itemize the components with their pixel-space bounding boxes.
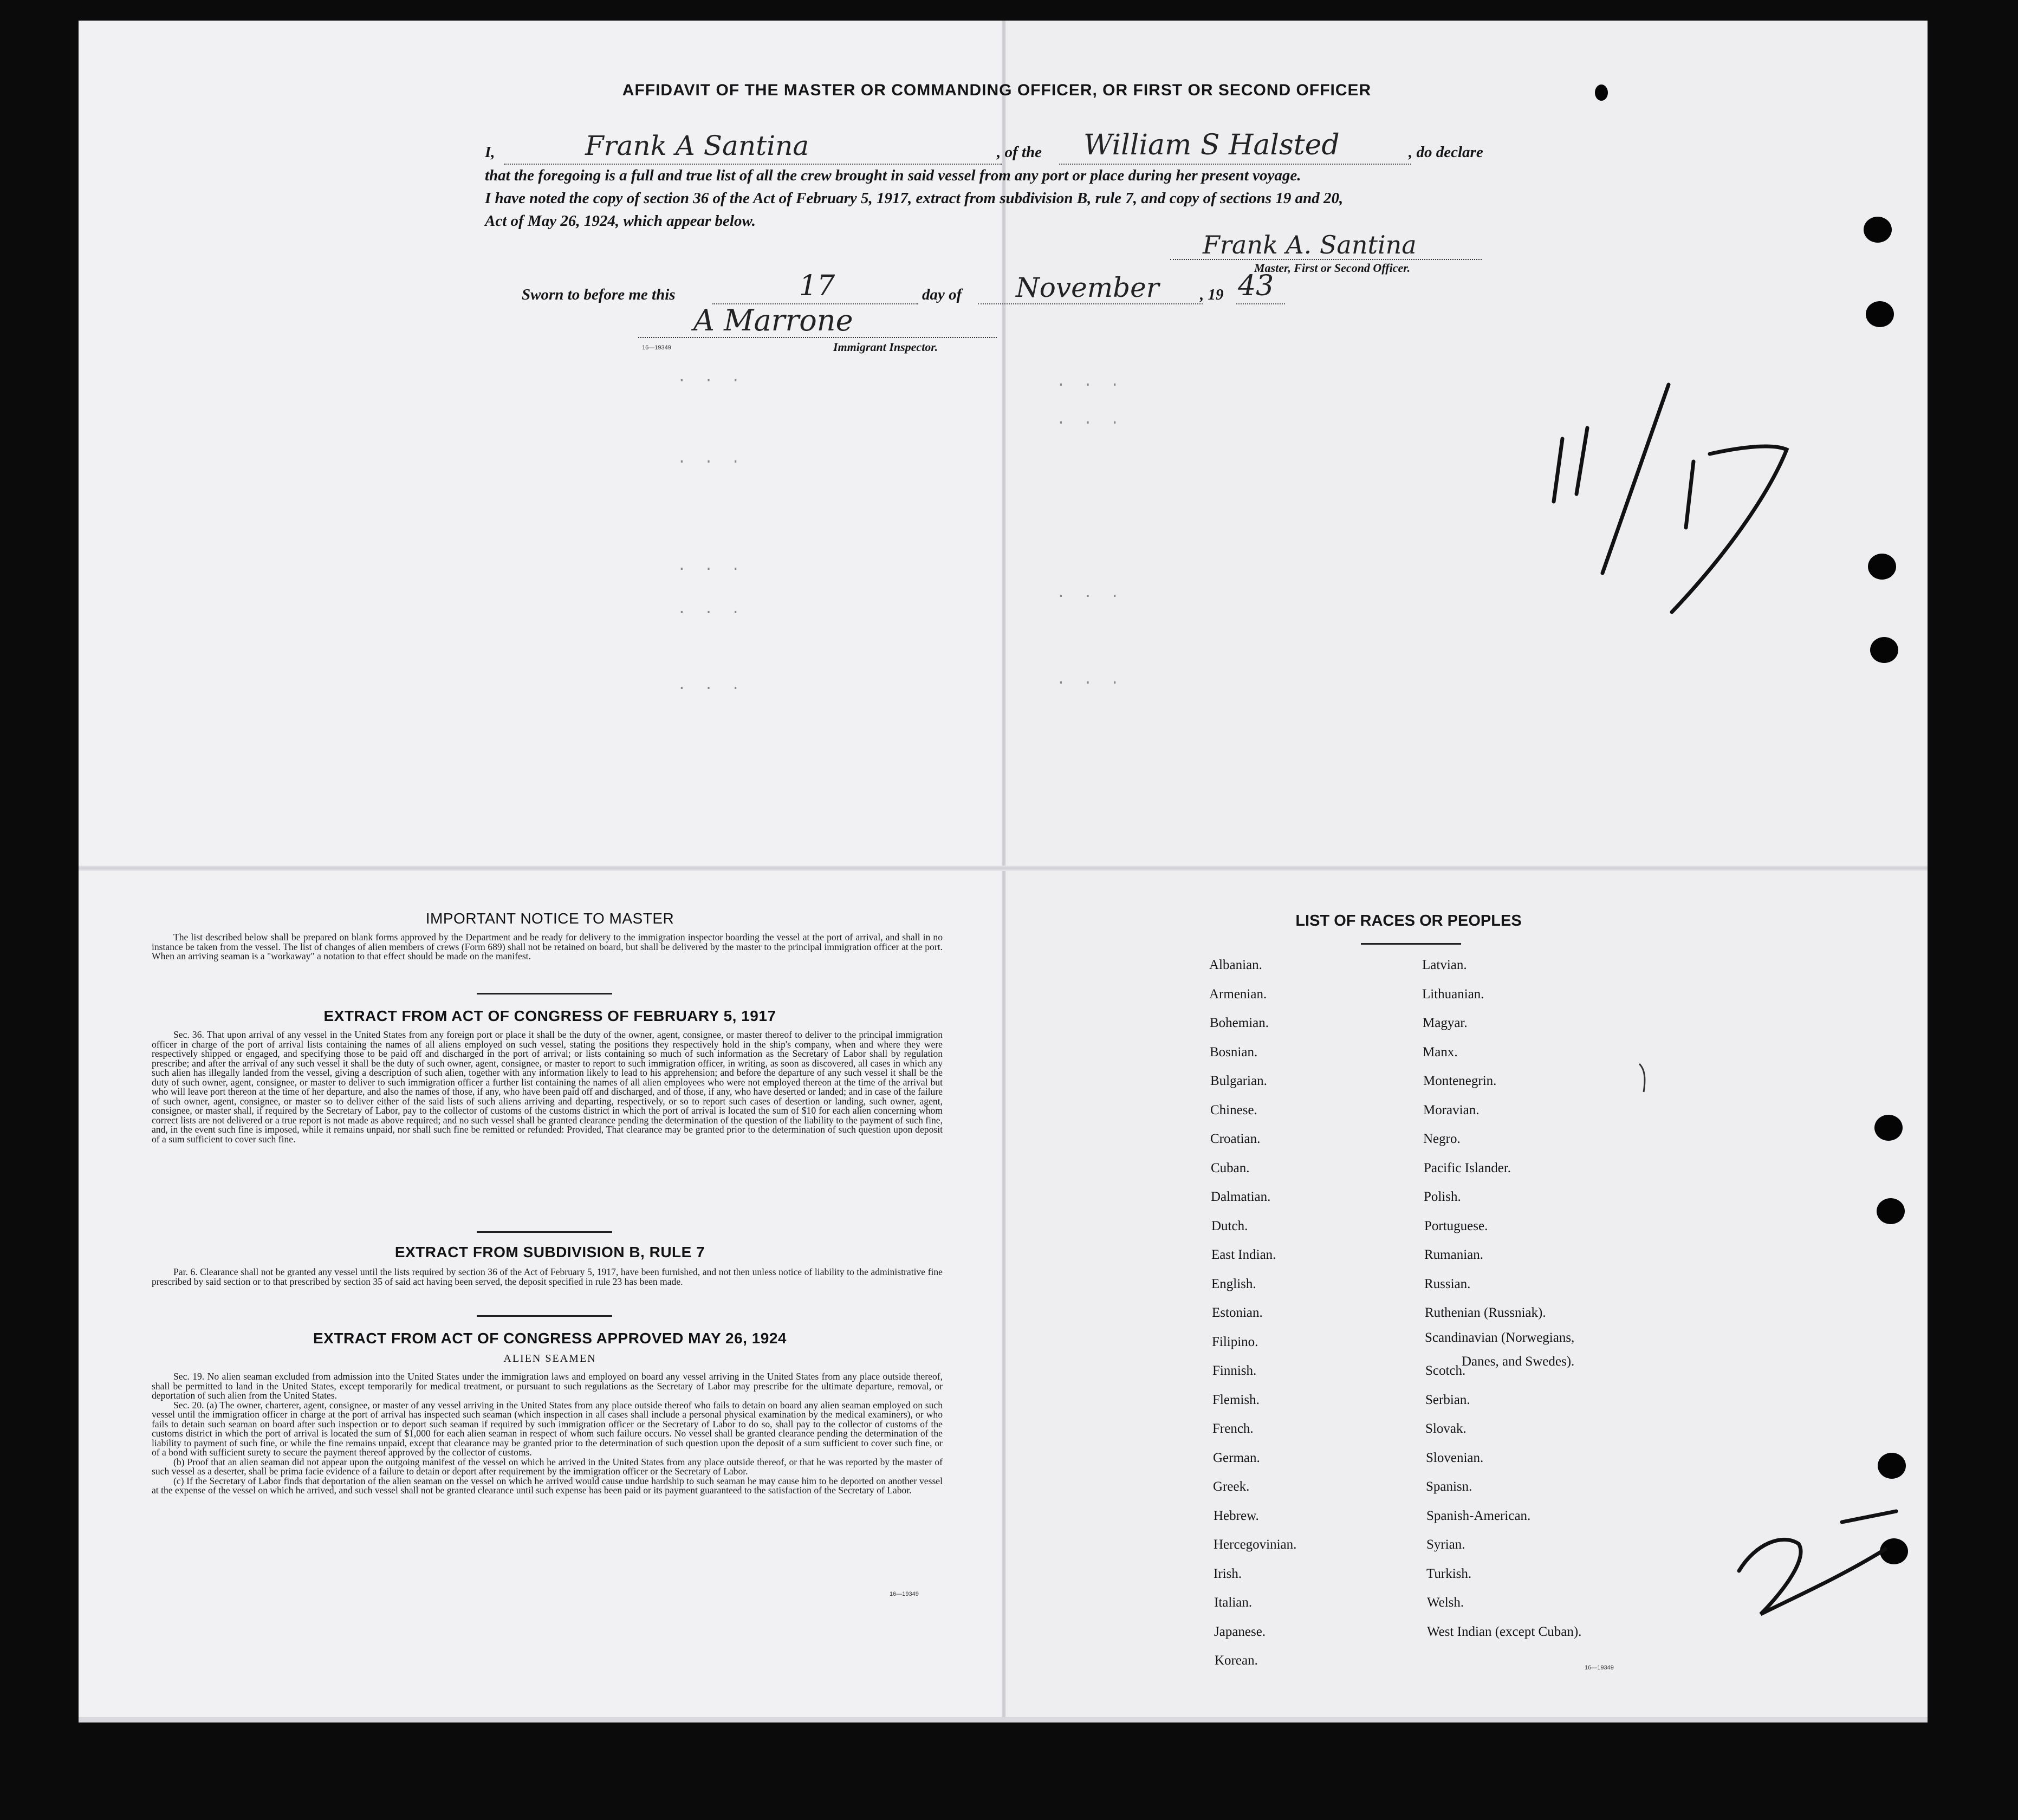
sec20b-text: (b) Proof that an alien seaman did not appear upon the outgoing manifest of the vessel on which he arrived in the United States from any place outside thereof, or that he was reported by the master of such vessel as a deserter, shall be prima facie evidence of a failure to detain or deport after requirement by the immigration officer or the Secretary of Labor. <box>152 1456 943 1477</box>
notice-body <box>152 933 943 961</box>
punch-hole <box>1874 1115 1903 1141</box>
inspector-signature: A Marrone <box>693 303 853 337</box>
race-item: Ruthenian (Russniak). <box>1425 1305 1546 1320</box>
affidavit-do-declare: , do declare <box>1409 144 1483 161</box>
sworn-year: 43 <box>1238 270 1274 302</box>
punch-mark <box>1595 84 1608 101</box>
affidavit-of-the-label: , of the <box>997 144 1042 161</box>
race-item: Dalmatian. <box>1211 1190 1271 1204</box>
race-item: Cuban. <box>1211 1161 1250 1175</box>
race-item: Magyar. <box>1423 1016 1468 1030</box>
race-item: Slovak. <box>1425 1421 1467 1436</box>
races-title: LIST OF RACES OR PEOPLES <box>1295 912 1522 929</box>
affidavit-i-label: I, <box>485 144 495 161</box>
race-item: Italian. <box>1214 1595 1253 1610</box>
inspector-caption: Immigrant Inspector. <box>833 340 938 354</box>
punch-hole <box>1878 1453 1906 1479</box>
race-item: Bosnian. <box>1210 1045 1258 1060</box>
race-item: Finnish. <box>1212 1363 1257 1378</box>
declarant-blank <box>504 162 1002 165</box>
master-signature-line <box>1170 259 1482 260</box>
punch-hole <box>1877 1198 1905 1224</box>
race-item: Greek. <box>1213 1479 1250 1494</box>
race-item: Latvian. <box>1422 958 1467 972</box>
race-item: English. <box>1211 1277 1256 1291</box>
bleed-dots: . . . <box>1056 412 1124 428</box>
rule7-title: EXTRACT FROM SUBDIVISION B, RULE 7 <box>394 1244 705 1260</box>
race-item: Spanisn. <box>1426 1479 1472 1494</box>
race-item: Spanish-American. <box>1426 1509 1531 1523</box>
race-item: Japanese. <box>1214 1624 1266 1639</box>
race-item: Montenegrin. <box>1423 1074 1497 1088</box>
form-number-notice: 16—19349 <box>890 1591 919 1597</box>
race-item: Korean. <box>1215 1653 1258 1668</box>
race-item: Bohemian. <box>1210 1016 1269 1030</box>
bleed-dots: . . . <box>677 451 745 467</box>
race-item: French. <box>1212 1421 1254 1436</box>
notice-title: IMPORTANT NOTICE TO MASTER <box>425 910 674 927</box>
race-item: Rumanian. <box>1424 1247 1484 1262</box>
vessel-blank <box>1059 162 1411 165</box>
bleed-dots: . . . <box>1056 672 1124 688</box>
bleed-dots: . . . <box>1056 585 1124 602</box>
sworn-label: Sworn to before me this <box>522 286 676 303</box>
race-item: West Indian (except Cuban). <box>1427 1624 1582 1639</box>
bleed-dots: . . . <box>677 558 745 575</box>
race-item: Portuguese. <box>1424 1219 1488 1233</box>
punch-hole <box>1864 217 1892 243</box>
affidavit-title: AFFIDAVIT OF THE MASTER OR COMMANDING OFFICER, OR FIRST OR SECOND OFFICER <box>622 81 1372 99</box>
sworn-year-blank <box>1236 302 1285 304</box>
race-item: Welsh. <box>1427 1595 1464 1610</box>
rule7-body <box>152 1268 943 1286</box>
punch-hole <box>1866 301 1894 327</box>
pencil-check-mark <box>1723 1490 1907 1630</box>
declarant-name: Frank A Santina <box>585 130 809 161</box>
vertical-fold <box>1002 21 1006 1722</box>
affidavit-line-2: that the foregoing is a full and true list of all the crew brought in said vessel from any port or place during her present voyage. <box>485 167 1301 184</box>
sec19-text: Sec. 19. No alien seaman excluded from admission into the United States under the immigration laws and employed on board any vessel arriving in the United States from any place outside thereof, shall be permitted to land in the United States, except temporarily for medical treatment, or pursuant to such regulations as the Secretary of Labor may prescribe for the ultimate departure, removal, or deportation of such alien from the United States. <box>152 1371 943 1401</box>
affidavit-line-3: I have noted the copy of section 36 of the Act of February 5, 1917, extract from subdivision B, rule 7, and copy of sections 19 and 20, <box>485 190 1344 207</box>
race-item: Lithuanian. <box>1422 987 1484 1002</box>
form-number-races: 16—19349 <box>1585 1665 1614 1671</box>
race-item: Irish. <box>1214 1566 1242 1581</box>
race-item: Hercegovinian. <box>1214 1537 1297 1552</box>
notice-text: The list described below shall be prepared on blank forms approved by the Department and be ready for delivery to the immigration inspector boarding the vessel at the port of arrival, and shall in no instance be taken from the vessel. The list of changes of alien members of crews (Form 689) shall not be retained on board, but shall be delivered by the master to the principal immigration officer at the port. When an arriving seaman is a "workaway" a notation to that effect should be made on the manifest. <box>152 932 943 961</box>
page-bottom-edge <box>79 1717 1928 1722</box>
race-item: Polish. <box>1424 1190 1461 1204</box>
race-item: Syrian. <box>1426 1537 1465 1552</box>
extract-1917-title: EXTRACT FROM ACT OF CONGRESS OF FEBRUARY 5, 1917 <box>323 1007 776 1024</box>
race-item: Negro. <box>1423 1132 1461 1146</box>
divider <box>477 1315 612 1317</box>
race-item: Filipino. <box>1212 1335 1258 1349</box>
form-number: 16—19349 <box>642 344 671 351</box>
race-item: Armenian. <box>1209 987 1267 1002</box>
race-item: East Indian. <box>1211 1247 1276 1262</box>
alien-seamen-subtitle: ALIEN SEAMEN <box>503 1353 596 1364</box>
race-item: Manx. <box>1423 1045 1458 1060</box>
bleed-dots: . . . <box>1056 374 1124 391</box>
sec20a-text: Sec. 20. (a) The owner, charterer, agent, consignee, or master of any vessel arriving in the United States from any place outside thereof who fails to detain on board any alien seaman employed on such vessel until the immigration officer in charge at the port of arrival has inspected such seaman (which inspection in all cases shall include a personal physical examination by the medical examiners), or who fails to detain such seaman on board after such inspection or to deport such seaman if required by such immigration officer or the Secretary of Labor to do so, shall pay to the collector of customs of the customs district in which the port of arrival is located the sum of $1,000 for each alien seaman in respect of whom such failure occurs. No vessel shall be granted clearance pending the determination of the liability to payment of such fine, or while the fine remains unpaid, except that clearance may be granted prior to the determination of such question upon the deposit of a sum sufficient to cover such fine, or of a bond with sufficient surety to secure the payment thereof approved by the collector of customs. <box>152 1399 943 1458</box>
extract-1917-body <box>152 1030 943 1144</box>
race-item: Russian. <box>1424 1277 1471 1291</box>
divider <box>477 1231 612 1233</box>
rule7-text: Par. 6. Clearance shall not be granted any vessel until the lists required by section 36 of the Act of February 5, 1917, have been furnished, and not then unless notice of liability to the administrative fine prescribed by said section or to that prescribed by section 35 of said act having been served, the deposit specified in rule 23 has been made. <box>152 1266 943 1287</box>
bleed-dots: . . . <box>677 369 745 386</box>
bleed-dots: . . . <box>677 601 745 618</box>
extract-1924-body <box>152 1372 943 1496</box>
race-item: Turkish. <box>1426 1566 1472 1581</box>
horizontal-fold <box>79 866 1928 871</box>
race-item: Flemish. <box>1212 1393 1260 1407</box>
extract-1924-title: EXTRACT FROM ACT OF CONGRESS APPROVED MAY 26, 1924 <box>313 1330 787 1347</box>
bleed-dots: . . . <box>677 677 745 694</box>
race-scandinavian-cont: Danes, and Swedes). <box>1462 1354 1575 1369</box>
race-item: Dutch. <box>1211 1219 1248 1233</box>
race-item: Scotch. <box>1425 1363 1466 1378</box>
races-divider <box>1361 943 1461 945</box>
race-item: Estonian. <box>1212 1305 1263 1320</box>
race-item: Albanian. <box>1209 958 1262 972</box>
year-prefix: , 19 <box>1200 286 1224 303</box>
race-item: Pacific Islander. <box>1424 1161 1511 1175</box>
race-item: Chinese. <box>1210 1103 1257 1117</box>
punch-hole <box>1868 554 1896 580</box>
sec20c-text: (c) If the Secretary of Labor finds that deportation of the alien seaman on the vessel on which he arrived would cause undue hardship to such seaman he may cause him to be deported on another vessel at the expense of the vessel on which he arrived, and such vessel shall not be granted clearance until such expense has been paid or its payment guaranteed to the satisfaction of the Secretary of Labor. <box>152 1475 943 1496</box>
sworn-month: November <box>1016 272 1159 303</box>
race-item: German. <box>1213 1451 1260 1465</box>
race-item: Hebrew. <box>1214 1509 1259 1523</box>
race-item: Slovenian. <box>1426 1451 1484 1465</box>
race-item: Scandinavian (Norwegians, <box>1425 1330 1575 1345</box>
inspector-signature-line <box>638 337 997 338</box>
race-item: Bulgarian. <box>1210 1074 1267 1088</box>
master-signature: Frank A. Santina <box>1203 230 1417 259</box>
punch-hole <box>1870 637 1898 663</box>
race-item: Croatian. <box>1210 1132 1261 1146</box>
day-of-label: day of <box>922 286 962 303</box>
divider <box>477 993 612 994</box>
race-item: Serbian. <box>1425 1393 1470 1407</box>
master-caption: Master, First or Second Officer. <box>1254 261 1411 275</box>
sworn-day: 17 <box>799 270 835 302</box>
pencil-date-mark <box>1544 374 1804 623</box>
extract-1917-text: Sec. 36. That upon arrival of any vessel in the United States from any foreign port or place it shall be the duty of the owner, agent, consignee, or master thereof to deliver to the principal immigration officer in charge of the port of arrival lists containing the names of all aliens employed on such vessel, stating the positions they respectively hold in the ship's company, when and where they were respectively shipped or engaged, and specifying those to be paid off and discharged in the port of arrival; or lists containing so much of such information as the Secretary of Labor shall by regulation prescribe; and after the arrival of any such vessel it shall be the duty of such owner, agent, consignee, or master to report to such immigration officer, in writing, as soon as discovered, all cases in which any such alien has illegally landed from the vessel, giving a description of such alien, together with any information likely to lead to his apprehension; and before the departure of any such vessel it shall be the duty of such owner, agent, consignee, or master to deliver to such immigration officer a further list containing the names of all alien employees who were not employed thereon at the time of the arrival but who will leave port thereon at the time of her departure, and also the names of those, if any, who have been paid off and discharged, and of those, if any, who have deserted or landed; and in case of the failure of such owner, agent, consignee, or master so to deliver either of the said lists of such aliens arriving and departing, respectively, or so to report such cases of desertion or landing, such owner, agent, consignee, or master shall, if required by the Secretary of Labor, pay to the collector of customs of the customs district in which the port of arrival is located the sum of $10 for each alien concerning whom correct lists are not delivered or a true report is not made as above required; and no such vessel shall be granted clearance pending the determination of the question of the liability to the payment of such fine, and, in the event such fine is imposed, while it remains unpaid, nor shall such fine be remitted or refunded: Provided, That clearance may be granted prior to the determination of such question upon deposit of a sum sufficient to cover such fine. <box>152 1029 943 1145</box>
vessel-name: William S Halsted <box>1083 129 1340 161</box>
affidavit-line-4: Act of May 26, 1924, which appear below. <box>485 212 756 230</box>
pencil-tick <box>1636 1062 1658 1094</box>
race-item: Moravian. <box>1423 1103 1480 1117</box>
